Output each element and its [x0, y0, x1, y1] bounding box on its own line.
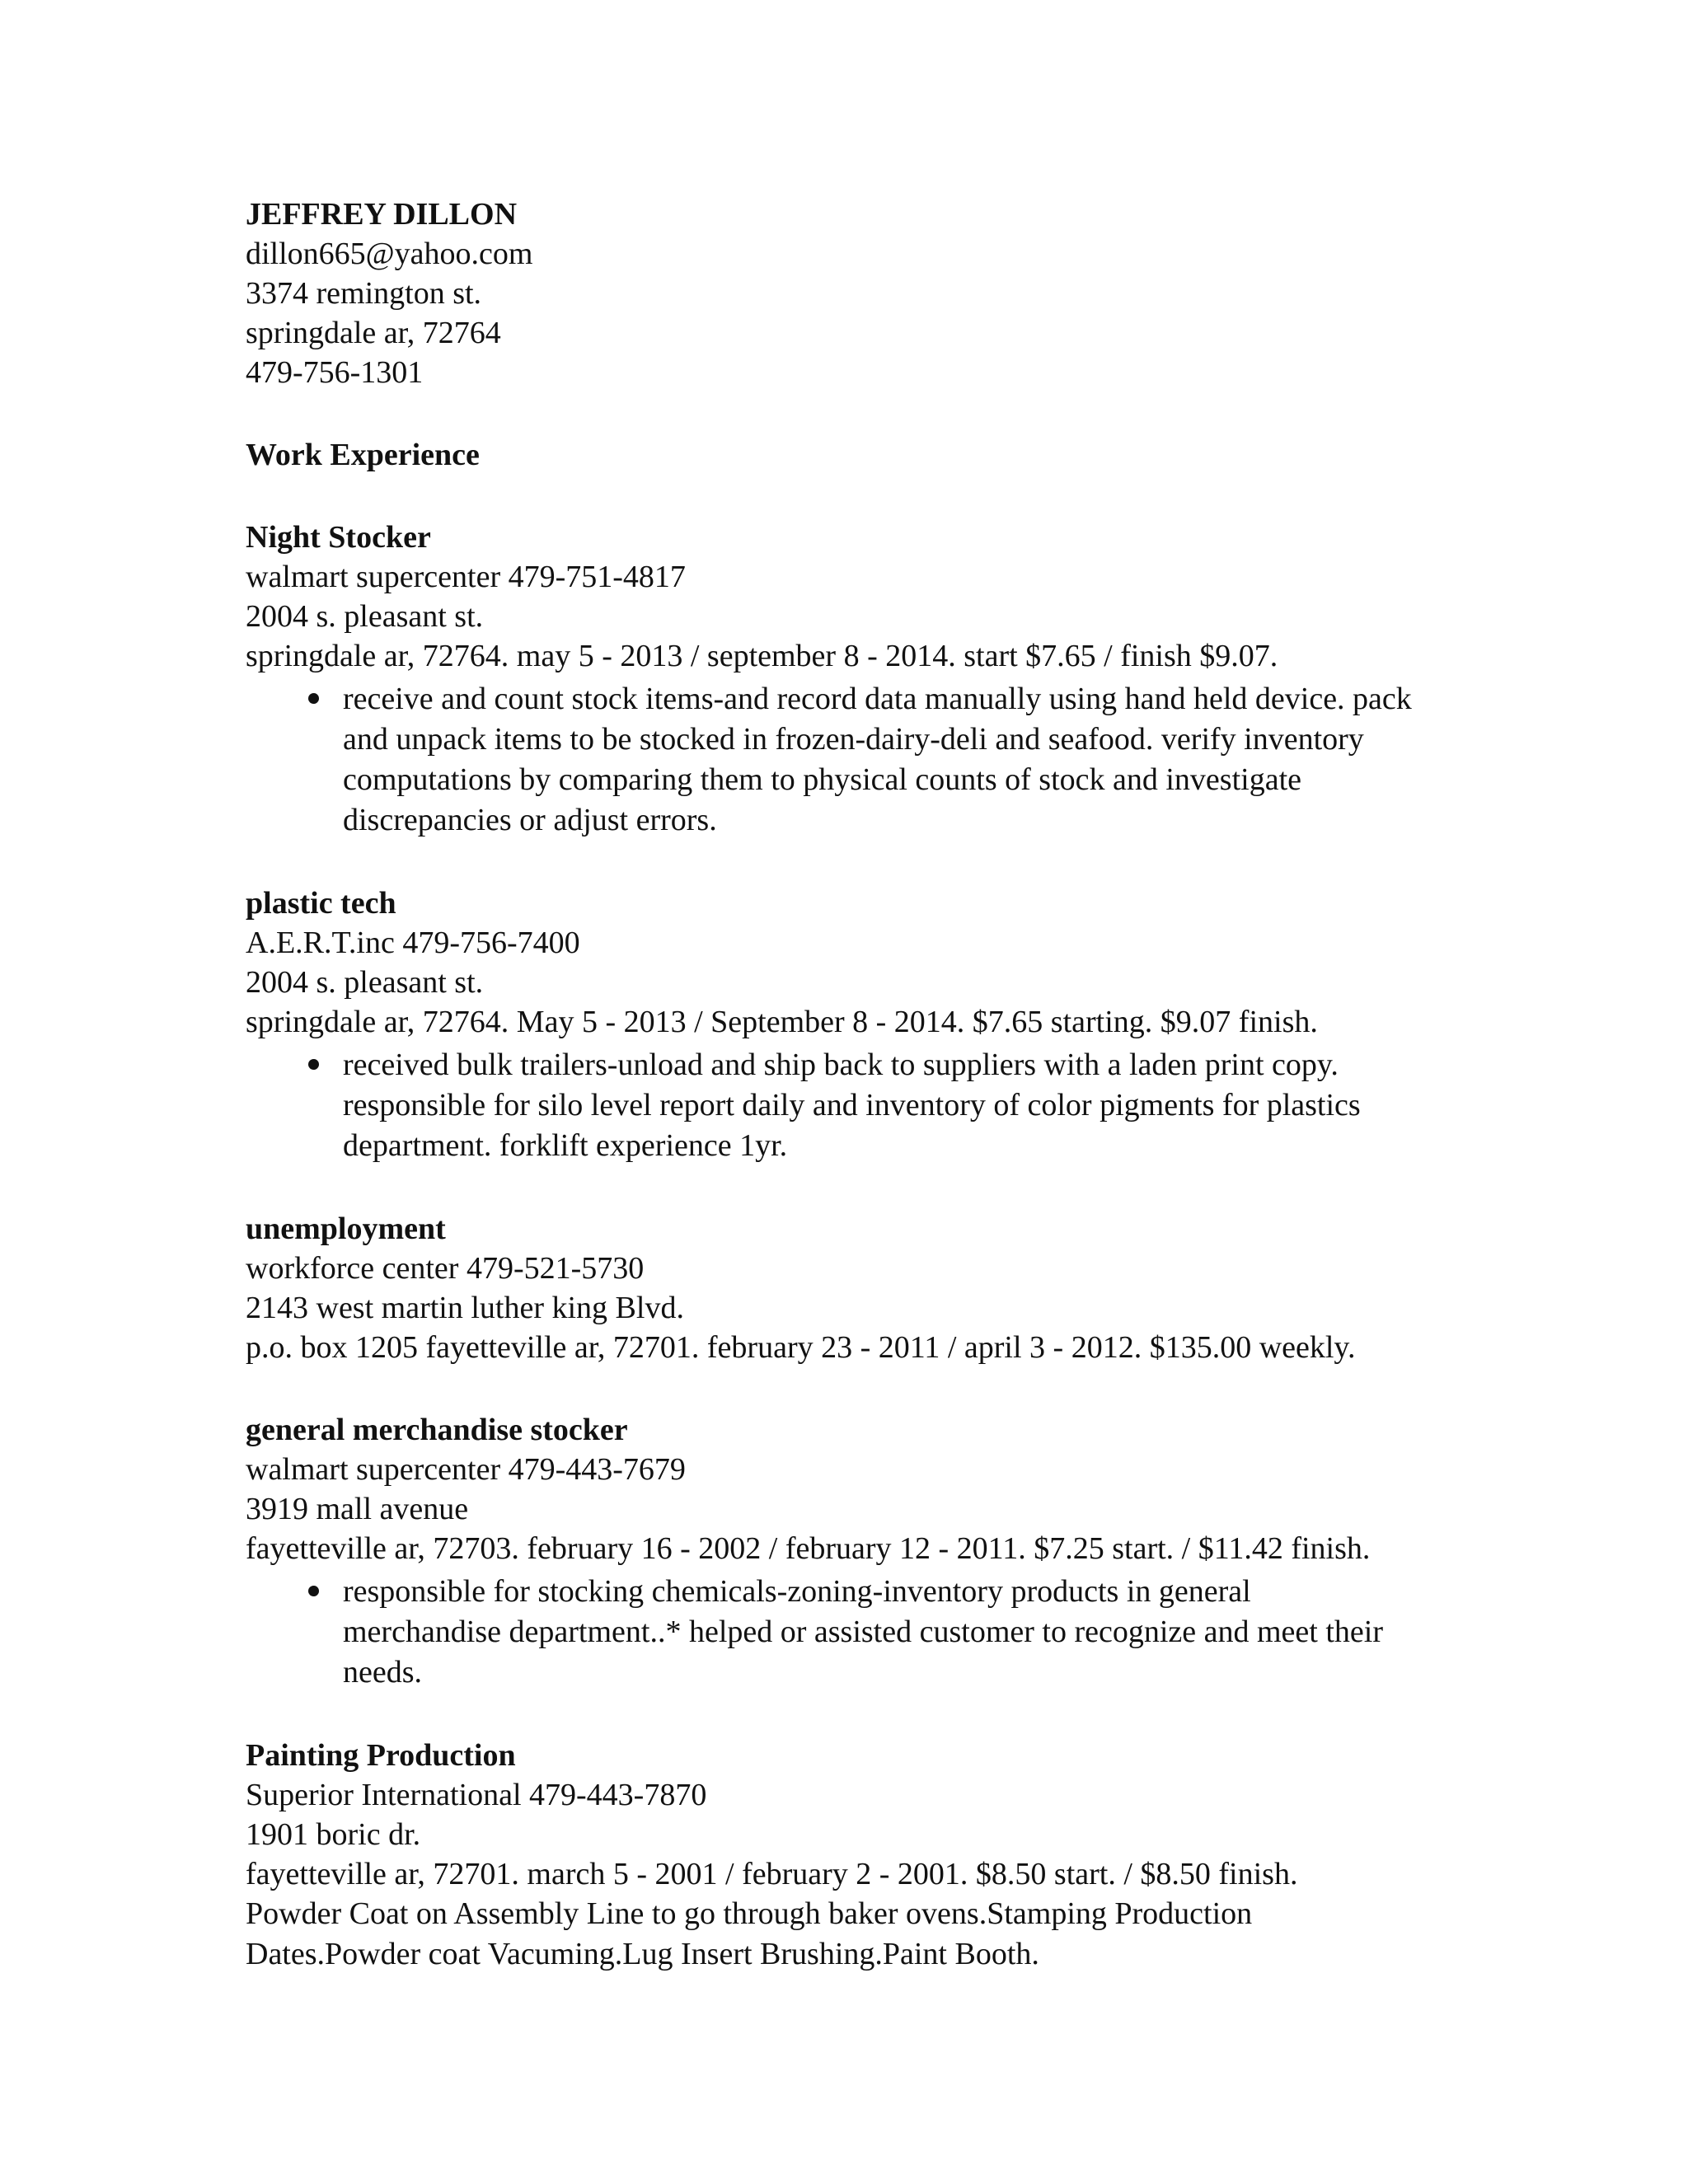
- candidate-name: JEFFREY DILLON: [246, 197, 518, 232]
- job-address: 3919 mall avenue: [246, 1492, 469, 1526]
- job-employer: Superior International 479-443-7870: [246, 1778, 707, 1812]
- job-employer: walmart supercenter 479-751-4817: [246, 560, 686, 594]
- candidate-email: dillon665@yahoo.com: [246, 237, 533, 271]
- job-description: Powder Coat on Assembly Line to go through baker ovens.Stamping Production Dates.Powder coat Vacuming.Lug Insert Brushing.Paint Booth.: [246, 1896, 1253, 1971]
- job-bullet-item: [246, 679, 1416, 841]
- job-address: 2004 s. pleasant st.: [246, 965, 484, 1000]
- bullet-icon: [308, 1586, 319, 1596]
- resume-page: [246, 194, 1416, 1975]
- job-bullet-item: [246, 1572, 1416, 1693]
- candidate-street: 3374 remington st.: [246, 276, 482, 311]
- job-employer: workforce center 479-521-5730: [246, 1251, 645, 1286]
- candidate-city: springdale ar, 72764: [246, 316, 501, 350]
- job-bullet-item: [246, 1045, 1416, 1166]
- job-bullets: [246, 1572, 1416, 1693]
- job-details: springdale ar, 72764. May 5 - 2013 / September 8 - 2014. $7.65 starting. $9.07 finish.: [246, 1005, 1318, 1039]
- job-entry: [246, 1736, 1416, 1975]
- job-entry: [246, 518, 1416, 841]
- job-employer: walmart supercenter 479-443-7679: [246, 1452, 686, 1487]
- job-title: Painting Production: [246, 1738, 516, 1773]
- job-bullet-text: responsible for stocking chemicals-zoning-inventory products in general merchandise department..* helped or assisted customer to recognize and meet their needs.: [343, 1574, 1383, 1690]
- job-title: Night Stocker: [246, 520, 431, 555]
- job-details: p.o. box 1205 fayetteville ar, 72701. february 23 - 2011 / april 3 - 2012. $135.00 weekly.: [246, 1330, 1356, 1365]
- job-address: 2004 s. pleasant st.: [246, 599, 484, 634]
- job-bullets: [246, 679, 1416, 841]
- job-title: unemployment: [246, 1212, 446, 1246]
- job-details: fayetteville ar, 72701. march 5 - 2001 / february 2 - 2001. $8.50 start. / $8.50 finish.: [246, 1857, 1298, 1891]
- job-details: fayetteville ar, 72703. february 16 - 2002 / february 12 - 2011. $7.25 start. / $11.42 finish.: [246, 1531, 1371, 1566]
- bullet-icon: [308, 1059, 319, 1070]
- job-address: 1901 boric dr.: [246, 1817, 421, 1852]
- job-address: 2143 west martin luther king Blvd.: [246, 1291, 684, 1325]
- job-entry: [246, 1209, 1416, 1367]
- job-title: general merchandise stocker: [246, 1413, 628, 1447]
- job-entry: [246, 883, 1416, 1166]
- job-bullet-text: receive and count stock items-and record data manually using hand held device. pack and unpack items to be stocked in frozen-dairy-deli and seafood. verify inventory computations by comparing them to physical counts of stock and investigate discrepancies or adjust errors.: [343, 682, 1412, 837]
- job-title: plastic tech: [246, 886, 396, 921]
- job-entry: [246, 1410, 1416, 1693]
- job-details: springdale ar, 72764. may 5 - 2013 / september 8 - 2014. start $7.65 / finish $9.07.: [246, 639, 1278, 673]
- candidate-phone: 479-756-1301: [246, 355, 424, 390]
- job-bullet-text: received bulk trailers-unload and ship back to suppliers with a laden print copy. responsible for silo level report daily and inventory of color pigments for plastics department. forklift experience 1yr.: [343, 1047, 1361, 1163]
- job-employer: A.E.R.T.inc 479-756-7400: [246, 926, 580, 960]
- job-bullets: [246, 1045, 1416, 1166]
- section-title-work-experience: Work Experience: [246, 438, 480, 472]
- bullet-icon: [308, 693, 319, 704]
